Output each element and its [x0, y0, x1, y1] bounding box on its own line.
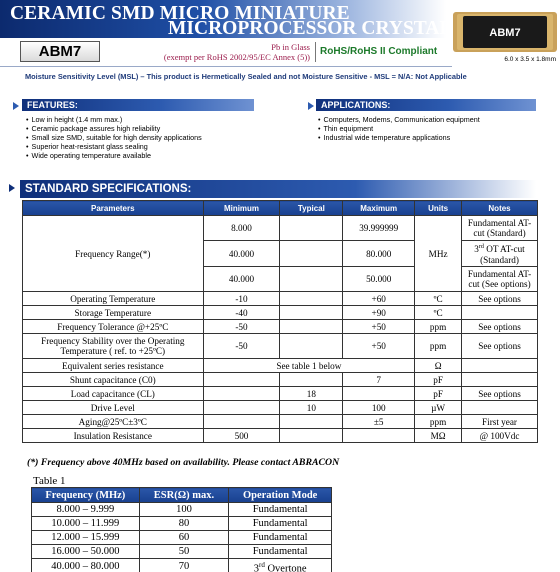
table1-caption: Table 1: [33, 475, 66, 487]
min-cell: [203, 415, 280, 429]
min-cell: -40: [203, 306, 280, 320]
note-cell: See options: [462, 334, 538, 359]
typ-cell: [280, 241, 343, 267]
typ-cell: [280, 267, 343, 292]
note-cell: Fundamental AT-cut (See options): [462, 267, 538, 292]
max-cell: +50: [343, 334, 415, 359]
col-header: Operation Mode: [229, 488, 332, 503]
esr-cell: 70: [139, 559, 229, 572]
applications-list: [318, 115, 548, 142]
note-cell: See options: [462, 320, 538, 334]
param-cell: Insulation Resistance: [23, 429, 204, 443]
min-cell: -50: [203, 334, 280, 359]
typ-cell: [280, 216, 343, 241]
mode-cell: Fundamental: [229, 545, 332, 559]
features-list: [26, 115, 286, 160]
applications-item: • Computers, Modems, Communication equipment: [318, 115, 548, 124]
max-cell: +60: [343, 292, 415, 306]
max-cell: [343, 429, 415, 443]
min-cell: 500: [203, 429, 280, 443]
typ-cell: 10: [280, 401, 343, 415]
note-cell: See options: [462, 292, 538, 306]
note-text: OT AT-cut (Standard): [480, 244, 525, 265]
features-item: • Superior heat-resistant glass sealing: [26, 142, 286, 151]
unit-cell: MHz: [415, 216, 462, 292]
param-cell: Load capacitance (CL): [23, 387, 204, 401]
esr-reference-cell: See table 1 below: [203, 359, 415, 373]
applications-heading: APPLICATIONS:: [316, 99, 536, 111]
max-cell: 50.000: [343, 267, 415, 292]
features-item: • Low in height (1.4 mm max.): [26, 115, 286, 124]
part-number: ABM7: [20, 41, 100, 62]
freq-cell: 16.000 – 50.000: [32, 545, 140, 559]
features-item: • Ceramic package assures high reliability: [26, 124, 286, 133]
mode-cell: Fundamental: [229, 503, 332, 517]
max-cell: +90: [343, 306, 415, 320]
rohs-exemption-note: (exempt per RoHS 2002/95/EC Annex (5)): [163, 52, 310, 62]
freq-cell: 12.000 – 15.999: [32, 531, 140, 545]
frequency-footnote: (*) Frequency above 40MHz based on availability. Please contact ABRACON: [27, 457, 340, 468]
title-line-2: MICROPROCESSOR CRYSTAL: [168, 18, 453, 39]
table-row: [32, 517, 332, 531]
spec-header-row: [23, 201, 538, 216]
min-cell: 8.000: [203, 216, 280, 241]
max-cell: +50: [343, 320, 415, 334]
table-row: [23, 359, 538, 373]
mode-cell: Fundamental: [229, 517, 332, 531]
unit-cell: ºC: [415, 306, 462, 320]
table-row: [23, 401, 538, 415]
applications-item: • Thin equipment: [318, 124, 548, 133]
param-cell: Shunt capacitance (C0): [23, 373, 204, 387]
param-cell: Frequency Range(*): [23, 216, 204, 292]
min-cell: -50: [203, 320, 280, 334]
esr-cell: 60: [139, 531, 229, 545]
esr-header-row: [32, 488, 332, 503]
max-cell: ±5: [343, 415, 415, 429]
freq-cell: 10.000 – 11.999: [32, 517, 140, 531]
unit-cell: ppm: [415, 415, 462, 429]
spec-heading: STANDARD SPECIFICATIONS:: [20, 180, 536, 198]
col-header: Maximum: [343, 201, 415, 216]
col-header: Notes: [462, 201, 538, 216]
spec-table: [22, 200, 538, 443]
table-row: [23, 306, 538, 320]
unit-cell: ppm: [415, 320, 462, 334]
table-row: [23, 320, 538, 334]
min-cell: 40.000: [203, 241, 280, 267]
unit-cell: µW: [415, 401, 462, 415]
param-cell: Storage Temperature: [23, 306, 204, 320]
max-cell: 80.000: [343, 241, 415, 267]
mode-text: Overtone: [264, 563, 307, 572]
typ-cell: [280, 306, 343, 320]
min-cell: [203, 387, 280, 401]
note-cell: [462, 306, 538, 320]
typ-cell: [280, 429, 343, 443]
min-cell: -10: [203, 292, 280, 306]
applications-item: • Industrial wide temperature applications: [318, 133, 548, 142]
mode-cell: [229, 559, 332, 572]
param-cell: Drive Level: [23, 401, 204, 415]
esr-cell: 50: [139, 545, 229, 559]
table-row: [32, 531, 332, 545]
min-cell: [203, 401, 280, 415]
unit-cell: pF: [415, 387, 462, 401]
note-ordinal-suffix: rd: [478, 244, 484, 251]
unit-cell: ppm: [415, 334, 462, 359]
max-cell: 39.999999: [343, 216, 415, 241]
features-item: • Wide operating temperature available: [26, 151, 286, 160]
typ-cell: [280, 415, 343, 429]
table-row: [23, 373, 538, 387]
unit-cell: MΩ: [415, 429, 462, 443]
typ-cell: [280, 373, 343, 387]
note-cell: First year: [462, 415, 538, 429]
mode-ordinal-suffix: rd: [258, 561, 265, 569]
max-cell: 100: [343, 401, 415, 415]
table-row: [32, 503, 332, 517]
rohs-compliance: RoHS/RoHS II Compliant: [320, 46, 438, 57]
crystal-package-image: [452, 8, 558, 54]
mode-ordinal: 3: [253, 563, 259, 572]
applications-arrow-icon: [308, 102, 314, 110]
msl-note: Moisture Sensitivity Level (MSL) – This product is Hermetically Sealed and not Moisture Sensitive - MSL = N/A: Not Applicable: [25, 72, 467, 81]
typ-cell: [280, 334, 343, 359]
typ-cell: 18: [280, 387, 343, 401]
note-cell: [462, 359, 538, 373]
col-header: ESR(Ω) max.: [139, 488, 229, 503]
typ-cell: [280, 320, 343, 334]
freq-cell: 40.000 – 80.000: [32, 559, 140, 572]
table-row: [32, 545, 332, 559]
note-cell: See options: [462, 387, 538, 401]
chip-marking: ABM7: [489, 27, 521, 39]
col-header: Typical: [280, 201, 343, 216]
note-cell: [462, 401, 538, 415]
note-cell: @ 100Vdc: [462, 429, 538, 443]
features-arrow-icon: [13, 102, 19, 110]
min-cell: 40.000: [203, 267, 280, 292]
table-row: [23, 292, 538, 306]
table-row: [23, 216, 538, 241]
note-cell: [462, 373, 538, 387]
chip-dimensions: 6.0 x 3.5 x 1.8mm: [504, 56, 556, 63]
max-cell: [343, 387, 415, 401]
features-heading: FEATURES:: [22, 99, 254, 111]
note-cell: Fundamental AT-cut (Standard): [462, 216, 538, 241]
col-header: Units: [415, 201, 462, 216]
col-header: Minimum: [203, 201, 280, 216]
table-row: [23, 429, 538, 443]
esr-cell: 80: [139, 517, 229, 531]
col-header: Frequency (MHz): [32, 488, 140, 503]
title-line-1: CERAMIC SMD MICRO MINIATURE: [10, 3, 350, 24]
spec-arrow-icon: [9, 184, 15, 192]
table-row: [32, 559, 332, 572]
param-cell: Equivalent series resistance: [23, 359, 204, 373]
param-cell: Frequency Tolerance @+25ºC: [23, 320, 204, 334]
pb-glass-note: Pb in Glass: [271, 42, 310, 52]
unit-cell: Ω: [415, 359, 462, 373]
table-row: [23, 415, 538, 429]
unit-cell: pF: [415, 373, 462, 387]
param-cell: Frequency Stability over the Operating Temperature ( ref. to +25ºC): [23, 334, 204, 359]
note-ordinal: 3: [474, 244, 479, 255]
note-cell: [462, 241, 538, 267]
param-cell: Aging@25ºC±3ºC: [23, 415, 204, 429]
table-row: [23, 334, 538, 359]
min-cell: [203, 373, 280, 387]
mode-cell: Fundamental: [229, 531, 332, 545]
esr-cell: 100: [139, 503, 229, 517]
features-item: • Small size SMD, suitable for high density applications: [26, 133, 286, 142]
param-cell: Operating Temperature: [23, 292, 204, 306]
col-header: Parameters: [23, 201, 204, 216]
header-rule: [0, 66, 452, 67]
esr-table: [31, 487, 332, 572]
header-divider: [315, 42, 316, 62]
typ-cell: [280, 292, 343, 306]
freq-cell: 8.000 – 9.999: [32, 503, 140, 517]
max-cell: 7: [343, 373, 415, 387]
table-row: [23, 387, 538, 401]
unit-cell: ºC: [415, 292, 462, 306]
